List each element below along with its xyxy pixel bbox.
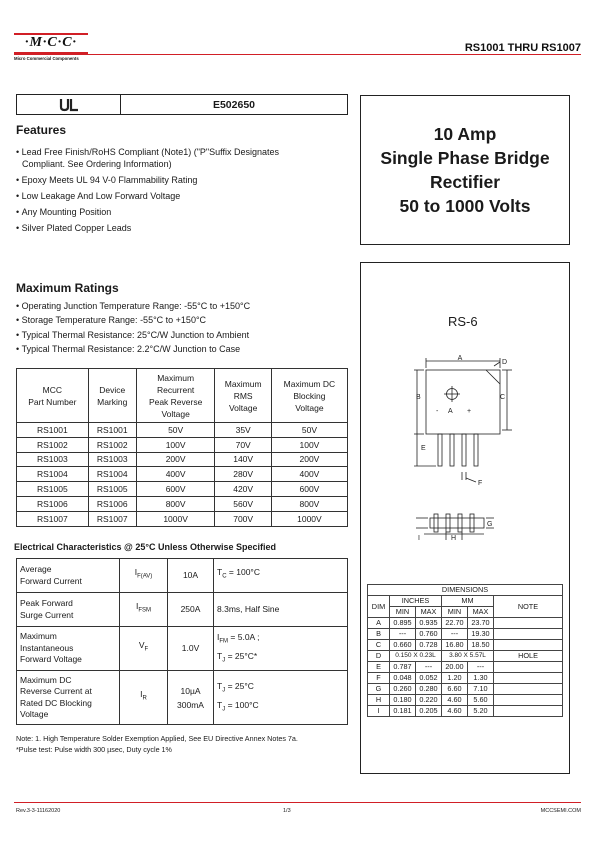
terminal-minus: -	[436, 408, 439, 415]
electrical-value	[168, 559, 214, 593]
dimension-cell	[494, 629, 563, 640]
electrical-value	[168, 593, 214, 627]
ratings-header-line: Recurrent	[156, 384, 195, 395]
dimension-cell: 0.150 X 0.23L	[390, 651, 442, 662]
ratings-header-cell	[17, 369, 89, 423]
ratings-cell: 100V	[136, 437, 215, 452]
ratings-cell: 100V	[271, 437, 347, 452]
dimension-cell: 5.20	[468, 706, 494, 717]
dimension-cell	[494, 640, 563, 651]
dim-label-b: B	[416, 394, 421, 401]
condition-text: T	[217, 650, 223, 661]
electrical-label-line: Surge Current	[20, 609, 74, 620]
ratings-row	[17, 437, 348, 452]
dimension-cell	[494, 618, 563, 629]
dimension-cell	[494, 684, 563, 695]
dimension-cell: 23.70	[468, 618, 494, 629]
condition-line	[217, 604, 344, 616]
ratings-header-line: Device	[99, 384, 126, 395]
symbol-main: V	[138, 640, 145, 651]
max-ratings-list	[16, 301, 250, 355]
dimension-cell: 16.80	[442, 640, 468, 651]
condition-rest: = 5.0A ;	[228, 631, 260, 642]
ratings-cell: 140V	[215, 452, 271, 467]
dimension-row	[368, 706, 563, 717]
dimension-cell: ---	[442, 629, 468, 640]
rating-item: • Typical Thermal Resistance: 2.2°C/W Junction to Case	[16, 344, 250, 356]
dimension-cell: F	[368, 673, 390, 684]
dimension-row	[368, 695, 563, 706]
electrical-label-line: Reverse Current at	[20, 686, 92, 696]
ratings-cell: RS1006	[88, 496, 136, 511]
product-title-box	[360, 95, 570, 245]
condition-line	[217, 649, 344, 668]
ratings-cell: RS1005	[17, 482, 89, 497]
note-line: *Pulse test: Pulse width 300 µsec, Duty cycle 1%	[16, 744, 172, 754]
feature-item: • Epoxy Meets UL 94 V-0 Flammability Rating	[16, 175, 279, 187]
ratings-header-line: Peak Reverse	[148, 396, 203, 407]
symbol-main: I	[135, 601, 139, 612]
ratings-table	[16, 368, 348, 527]
ratings-cell: RS1002	[17, 437, 89, 452]
dim-label-c: C	[500, 394, 506, 401]
website-text: MCCSEMI.COM	[540, 808, 581, 814]
electrical-value	[168, 671, 214, 725]
condition-sub: J	[222, 687, 226, 694]
dim-col-header: DIM	[368, 596, 390, 618]
rating-item: • Typical Thermal Resistance: 25°C/W Junction to Ambient	[16, 330, 250, 342]
condition-sub: J	[222, 657, 226, 664]
electrical-value-line: 300mA	[177, 699, 204, 710]
ratings-cell: 400V	[136, 467, 215, 482]
dimension-cell: ---	[390, 629, 416, 640]
ratings-cell: 420V	[215, 482, 271, 497]
part-range: RS1001 THRU RS1007	[464, 42, 581, 54]
feature-item: • Any Mounting Position	[16, 207, 279, 219]
ratings-cell: 400V	[271, 467, 347, 482]
max-header: MAX	[468, 607, 494, 618]
ratings-cell: RS1007	[88, 511, 136, 526]
ratings-header-line: Voltage	[228, 402, 258, 413]
dimension-cell: 4.60	[442, 695, 468, 706]
footer-rule	[14, 802, 581, 803]
condition-line	[217, 679, 344, 698]
ratings-cell: 700V	[215, 511, 271, 526]
max-ratings-heading: Maximum Ratings	[16, 281, 119, 295]
title-line: 50 to 1000 Volts	[399, 196, 531, 216]
max-header: MAX	[416, 607, 442, 618]
electrical-label	[17, 671, 120, 725]
ratings-header-cell	[271, 369, 347, 423]
dimension-cell: 1.20	[442, 673, 468, 684]
condition-sub: C	[222, 574, 227, 581]
electrical-row	[17, 593, 348, 627]
page-number: 1/3	[283, 808, 291, 814]
title-line: Single Phase Bridge	[380, 148, 550, 168]
condition-sub: FM	[219, 638, 229, 645]
dimension-cell: 22.70	[442, 618, 468, 629]
dimension-row	[368, 618, 563, 629]
dimension-cell: HOLE	[494, 651, 563, 662]
ratings-cell: 800V	[136, 496, 215, 511]
ratings-cell: RS1007	[17, 511, 89, 526]
ratings-cell: 600V	[136, 482, 215, 497]
electrical-table	[16, 558, 348, 725]
dimension-cell: 4.60	[442, 706, 468, 717]
ratings-header-line: RMS	[233, 390, 253, 401]
condition-text: I	[217, 631, 220, 642]
dimension-cell: ---	[416, 662, 442, 673]
features-heading: Features	[16, 123, 67, 137]
ratings-cell: RS1001	[17, 423, 89, 438]
dimension-cell	[494, 673, 563, 684]
ratings-header-line: Maximum	[157, 372, 195, 383]
dimension-row	[368, 629, 563, 640]
ratings-row	[17, 452, 348, 467]
ratings-row	[17, 511, 348, 526]
dimension-cell: 0.935	[416, 618, 442, 629]
ratings-cell: 560V	[215, 496, 271, 511]
ratings-row	[17, 467, 348, 482]
ratings-cell: RS1001	[88, 423, 136, 438]
dimension-cell: 5.60	[468, 695, 494, 706]
dimension-cell: 0.180	[390, 695, 416, 706]
condition-line	[217, 567, 344, 583]
dimension-cell: 1.30	[468, 673, 494, 684]
electrical-condition	[214, 671, 348, 725]
electrical-body	[17, 559, 348, 725]
package-outline-drawing	[404, 352, 524, 552]
electrical-label-line: Average	[20, 564, 52, 574]
ratings-header-line: Marking	[97, 396, 128, 407]
ratings-row	[17, 423, 348, 438]
electrical-condition	[214, 627, 348, 671]
title-line: 10 Amp	[433, 124, 497, 144]
dimension-cell: 0.895	[390, 618, 416, 629]
features-list	[16, 147, 279, 234]
dim-label-i: I	[418, 535, 420, 542]
rating-item: • Storage Temperature Range: -55°C to +150°C	[16, 315, 250, 327]
ratings-header-line: Voltage	[295, 402, 324, 413]
ratings-header-cell	[136, 369, 215, 423]
electrical-symbol	[120, 593, 168, 627]
ratings-cell: 280V	[215, 467, 271, 482]
ratings-cell: RS1003	[88, 452, 136, 467]
ratings-cell: RS1003	[17, 452, 89, 467]
ratings-cell: 200V	[271, 452, 347, 467]
ratings-cell: 50V	[136, 423, 215, 438]
dimension-cell: 0.260	[390, 684, 416, 695]
symbol-main: I	[134, 567, 138, 578]
symbol-sub: FSM	[138, 608, 152, 615]
condition-text: 8.3ms, Half Sine	[217, 603, 280, 614]
ratings-header-line: Voltage	[161, 408, 190, 419]
dimension-cell: H	[368, 695, 390, 706]
ratings-cell: 70V	[215, 437, 271, 452]
dimension-cell	[494, 662, 563, 673]
symbol-sub: R	[142, 696, 147, 703]
electrical-value-line: 10A	[182, 569, 199, 580]
dimension-cell: ---	[468, 662, 494, 673]
dimension-row	[368, 662, 563, 673]
terminal-plus: +	[467, 408, 472, 415]
dimension-cell	[494, 695, 563, 706]
electrical-label	[17, 593, 120, 627]
dim-label-h: H	[451, 535, 457, 542]
condition-sub: J	[222, 706, 226, 713]
ratings-cell: RS1006	[17, 496, 89, 511]
package-body-outline	[426, 370, 500, 434]
min-header: MIN	[390, 607, 416, 618]
dimension-cell: 0.048	[390, 673, 416, 684]
electrical-label-line: Forward Current	[20, 575, 82, 586]
dimension-cell: 7.10	[468, 684, 494, 695]
ratings-header-line: Maximum DC	[283, 378, 336, 389]
dimension-cell: 0.220	[416, 695, 442, 706]
ratings-header-row	[17, 369, 348, 423]
dimension-cell: G	[368, 684, 390, 695]
dimension-cell: 3.80 X 5.57L	[442, 651, 494, 662]
dimension-cell: 20.00	[442, 662, 468, 673]
condition-line	[217, 630, 344, 649]
ul-recognized-logo-icon	[17, 95, 121, 114]
revision-text: Rev.3-3-11162020	[16, 808, 61, 814]
electrical-value-line: 250A	[180, 603, 201, 614]
dimension-cell: 19.30	[468, 629, 494, 640]
electrical-label-line: Voltage	[20, 709, 49, 719]
dimension-cell: B	[368, 629, 390, 640]
dimension-cell: 0.728	[416, 640, 442, 651]
electrical-row	[17, 627, 348, 671]
electrical-condition	[214, 559, 348, 593]
condition-text: T	[217, 567, 223, 578]
dimension-cell: A	[368, 618, 390, 629]
ratings-header-line: Part Number	[28, 396, 77, 407]
dimension-cell: 0.181	[390, 706, 416, 717]
ratings-header-line: Maximum	[224, 378, 262, 389]
electrical-label-line: Peak Forward	[20, 598, 73, 608]
symbol-sub: F	[144, 647, 149, 654]
dimension-cell: I	[368, 706, 390, 717]
ratings-cell: RS1004	[17, 467, 89, 482]
ratings-cell: RS1004	[88, 467, 136, 482]
ratings-body	[17, 423, 348, 527]
condition-text: T	[217, 680, 223, 691]
electrical-label-line: Instantaneous	[20, 642, 74, 653]
symbol-sub: F(AV)	[137, 574, 153, 581]
ratings-header-cell	[88, 369, 136, 423]
ratings-cell: 35V	[215, 423, 271, 438]
electrical-label	[17, 627, 120, 671]
terminal-a: A	[448, 408, 453, 415]
ratings-cell: RS1002	[88, 437, 136, 452]
notes	[16, 734, 298, 755]
feature-item-continued: Compliant. See Ordering Information)	[22, 158, 172, 169]
ul-file-number: E502650	[212, 98, 256, 111]
electrical-row	[17, 671, 348, 725]
ratings-cell: 800V	[271, 496, 347, 511]
note-header: NOTE	[494, 596, 563, 618]
ratings-cell: 600V	[271, 482, 347, 497]
electrical-label-line: Rated DC Blocking	[20, 697, 92, 708]
dimension-cell: 0.280	[416, 684, 442, 695]
dimension-cell: E	[368, 662, 390, 673]
electrical-symbol	[120, 671, 168, 725]
ratings-row	[17, 496, 348, 511]
dimension-cell	[494, 706, 563, 717]
dim-label-e: E	[421, 445, 426, 452]
dimension-cell: 18.50	[468, 640, 494, 651]
electrical-condition	[214, 593, 348, 627]
dimension-row	[368, 673, 563, 684]
electrical-value-line: 10µA	[180, 685, 201, 696]
feature-item: • Lead Free Finish/RoHS Compliant (Note1) ("P"Suffix Designates	[16, 147, 279, 159]
ratings-row	[17, 482, 348, 497]
dimensions-body	[368, 585, 563, 717]
title-line: Rectifier	[429, 172, 501, 192]
dimension-row	[368, 640, 563, 651]
company-logo: ·M·C·C·	[24, 35, 78, 50]
ratings-cell: 1000V	[136, 511, 215, 526]
ul-certification-box	[16, 94, 348, 115]
ratings-cell: 1000V	[271, 511, 347, 526]
electrical-label-line: Maximum DC	[20, 674, 72, 685]
dimension-row	[368, 651, 563, 662]
min-header: MIN	[442, 607, 468, 618]
condition-line	[217, 698, 344, 717]
condition-rest: = 100°C	[225, 699, 259, 710]
dimension-cell: 0.205	[416, 706, 442, 717]
electrical-label-line: Maximum	[20, 631, 57, 642]
dim-label-d: D	[502, 359, 508, 366]
dim-label-f: F	[478, 480, 483, 487]
electrical-label-line: Forward Voltage	[20, 654, 82, 665]
dimension-cell: C	[368, 640, 390, 651]
electrical-value-line: 1.0V	[181, 642, 200, 653]
ratings-header-line: MCC	[42, 384, 63, 395]
condition-rest: = 25°C	[225, 680, 254, 691]
electrical-heading: Electrical Characteristics @ 25°C Unless Otherwise Specified	[14, 542, 276, 552]
electrical-value	[168, 627, 214, 671]
note-line: Note: 1. High Temperature Solder Exemption Applied, See EU Directive Annex Notes 7a.	[16, 734, 298, 743]
electrical-row	[17, 559, 348, 593]
dimension-cell: 0.787	[390, 662, 416, 673]
rating-item: • Operating Junction Temperature Range: -55°C to +150°C	[16, 301, 250, 313]
inches-header: INCHES	[390, 596, 442, 607]
ratings-header-line: Blocking	[293, 390, 326, 401]
ratings-cell: 50V	[271, 423, 347, 438]
package-name: RS-6	[448, 314, 478, 329]
dimensions-table	[367, 584, 563, 717]
electrical-symbol	[120, 627, 168, 671]
condition-rest: = 25°C*	[225, 650, 258, 661]
dimension-row	[368, 684, 563, 695]
dimension-cell: D	[368, 651, 390, 662]
symbol-main: I	[140, 689, 143, 700]
header-rule	[14, 54, 581, 55]
condition-text: T	[217, 699, 223, 710]
dimensions-caption: DIMENSIONS	[368, 585, 563, 596]
mm-header: MM	[442, 596, 494, 607]
ratings-header-cell	[215, 369, 271, 423]
condition-rest: = 100°C	[226, 567, 260, 578]
feature-item: • Low Leakage And Low Forward Voltage	[16, 191, 279, 203]
dimension-cell: 0.760	[416, 629, 442, 640]
dim-label-a: A	[457, 355, 463, 362]
dim-label-g: G	[487, 521, 493, 528]
ratings-cell: 200V	[136, 452, 215, 467]
dimension-cell: 6.60	[442, 684, 468, 695]
feature-item: • Silver Plated Copper Leads	[16, 223, 279, 235]
dimension-cell: 0.052	[416, 673, 442, 684]
dimension-cell: 0.660	[390, 640, 416, 651]
electrical-label	[17, 559, 120, 593]
electrical-symbol	[120, 559, 168, 593]
ratings-cell: RS1005	[88, 482, 136, 497]
company-subtitle: Micro Commercial Components	[14, 56, 79, 61]
